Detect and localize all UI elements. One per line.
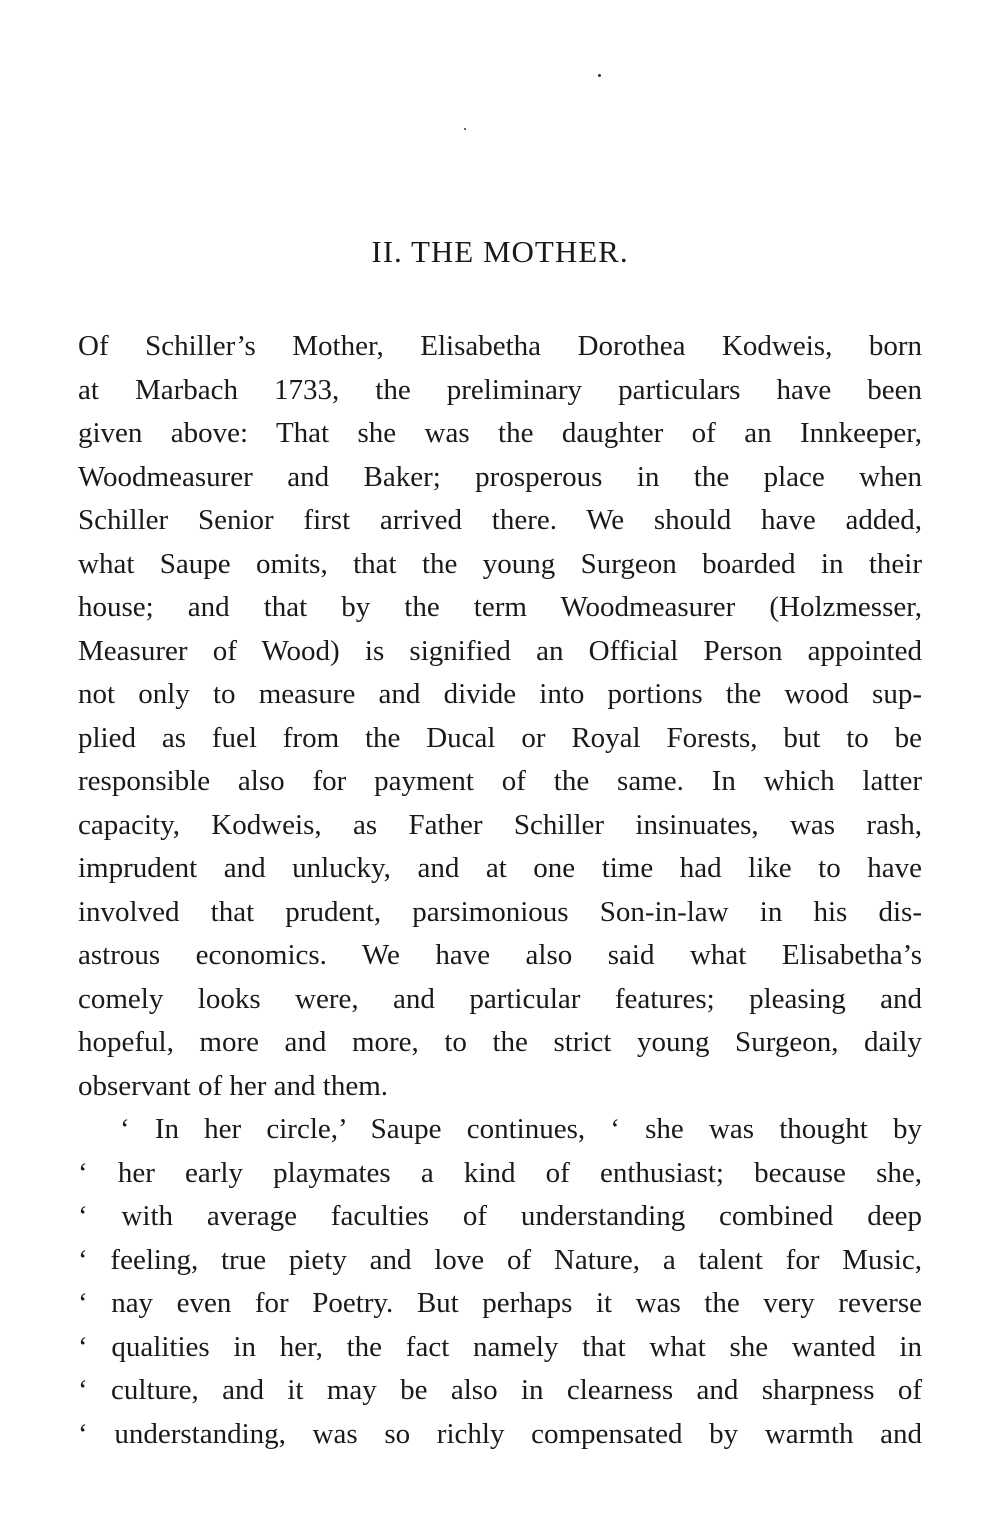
text-line: astrous economics. We have also said what Elisabetha’s (78, 939, 922, 971)
text-line: comely looks were, and particular features; pleasing and (78, 982, 922, 1015)
text-line: Woodmeasurer and Baker; prosperous in the place when (78, 460, 922, 493)
text-line: not only to measure and divide into portions the wood sup- (78, 678, 922, 710)
text-line: plied as fuel from the Ducal or Royal Forests, but to be (78, 721, 922, 754)
text-line: ‘ feeling, true piety and love of Nature, a talent for Music, (78, 1243, 922, 1276)
text-line: at Marbach 1733, the preliminary particulars have been (78, 373, 922, 406)
text-line: ‘ understanding, was so richly compensated by warmth and (78, 1417, 922, 1450)
print-speck (598, 74, 601, 77)
text-line: hopeful, more and more, to the strict young Surgeon, daily (78, 1026, 922, 1058)
paragraph-1 (78, 325, 922, 1108)
text-line: what Saupe omits, that the young Surgeon boarded in their (78, 547, 922, 580)
text-line: ‘ with average faculties of understanding combined deep (78, 1200, 922, 1232)
text-line: given above: That she was the daughter of an Innkeeper, (78, 417, 922, 449)
text-line: ‘ culture, and it may be also in clearness and sharpness of (78, 1374, 922, 1406)
text-line: observant of her and them. (78, 1069, 389, 1102)
text-line: ‘ In her circle,’ Saupe continues, ‘ she was thought by (120, 1113, 922, 1145)
chapter-heading: II. THE MOTHER. (371, 234, 629, 269)
text-line: house; and that by the term Woodmeasurer (Holzmesser, (78, 591, 922, 623)
text-line: ‘ qualities in her, the fact namely that what she wanted in (78, 1330, 922, 1363)
text-line: involved that prudent, parsimonious Son-in-law in his dis- (78, 895, 922, 928)
print-speck (464, 128, 466, 130)
paragraph-2 (78, 1108, 922, 1456)
text-line: Measurer of Wood) is signified an Official Person appointed (78, 634, 922, 667)
text-line: Of Schiller’s Mother, Elisabetha Dorothea Kodweis, born (78, 330, 922, 362)
text-line: Schiller Senior first arrived there. We should have added, (78, 504, 922, 536)
text-line: ‘ nay even for Poetry. But perhaps it was the very reverse (78, 1287, 922, 1319)
text-line: ‘ her early playmates a kind of enthusiast; because she, (78, 1156, 922, 1189)
text-line: responsible also for payment of the same. In which latter (78, 765, 922, 797)
text-line: capacity, Kodweis, as Father Schiller insinuates, was rash, (78, 808, 922, 841)
text-line: imprudent and unlucky, and at one time had like to have (78, 852, 922, 884)
